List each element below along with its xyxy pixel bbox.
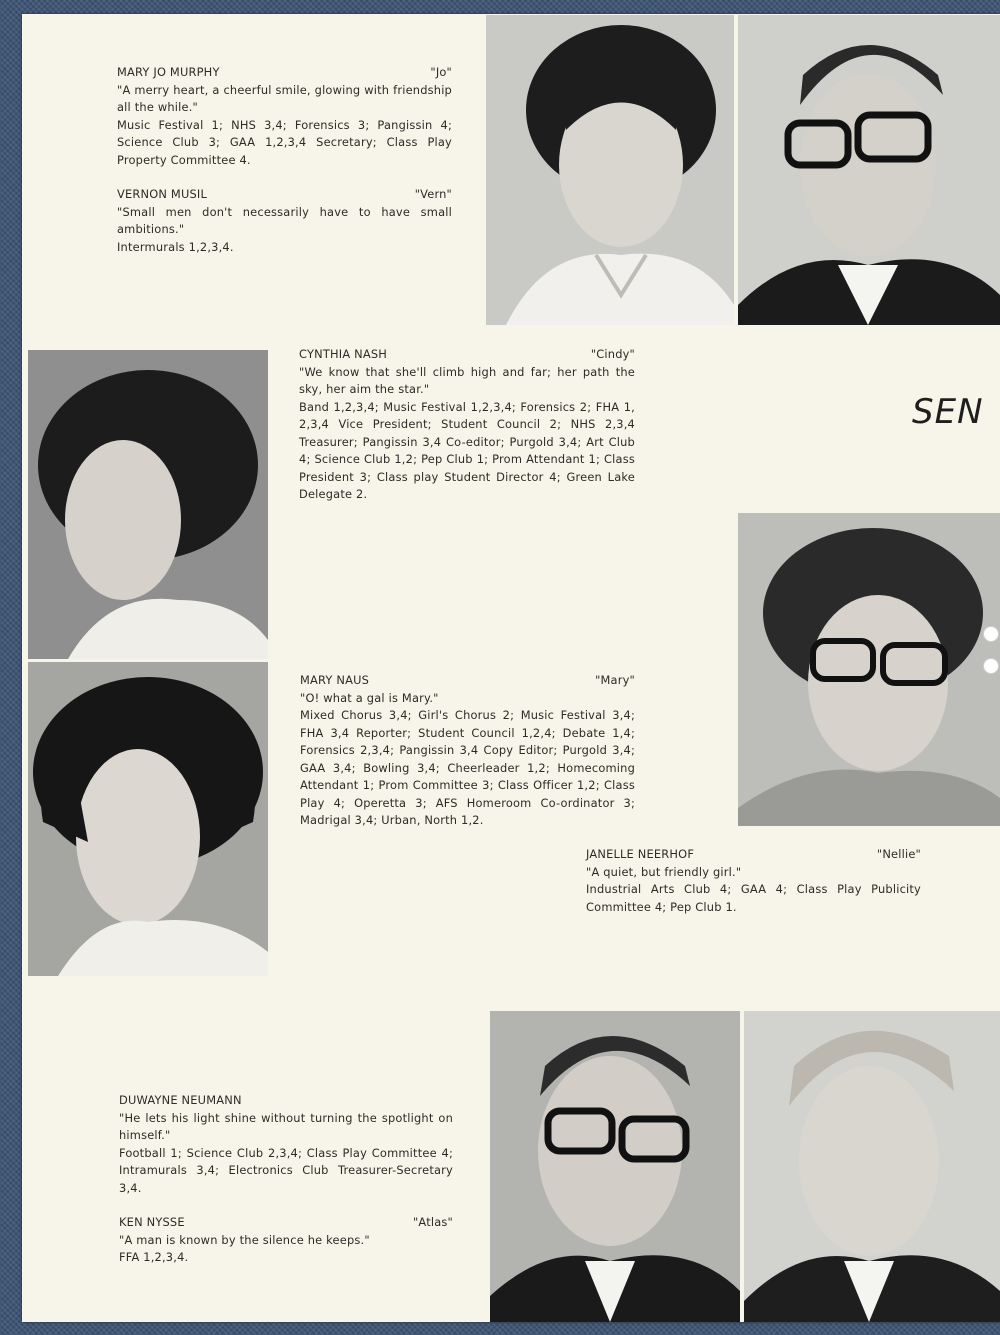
bio-block-naus	[300, 672, 635, 830]
bio-block-neerhof	[586, 846, 921, 916]
bio-block-murphy-musil	[117, 64, 452, 256]
portrait-vernon-musil	[738, 15, 1000, 325]
student-quote: "A man is known by the silence he keeps."	[119, 1232, 370, 1247]
student-name: MARY NAUS	[300, 673, 370, 687]
portrait-ken-nysse	[744, 1011, 1000, 1322]
student-name: CYNTHIA NASH	[299, 347, 388, 361]
student-quote: "O! what a gal is Mary."	[300, 690, 439, 705]
student-name: KEN NYSSE	[119, 1215, 185, 1229]
portrait-mary-naus	[28, 662, 268, 976]
binding-hole	[983, 658, 999, 674]
student-nickname: "Jo"	[430, 65, 452, 79]
student-name: VERNON MUSIL	[117, 187, 208, 201]
student-activities: Music Festival 1; NHS 3,4; Forensics 3; Pangissin 4; Science Club 3; GAA 1,2,3,4 Secretary; Class Play Property Committee 4.	[117, 117, 452, 167]
portrait-duwayne-neumann	[490, 1011, 740, 1322]
portrait-mary-jo-murphy	[486, 15, 734, 325]
student-quote: "A quiet, but friendly girl."	[586, 864, 742, 879]
student-quote: "Small men don't necessarily have to have small ambitions."	[117, 204, 452, 236]
student-name: DUWAYNE NEUMANN	[119, 1093, 242, 1107]
student-nickname: "Nellie"	[876, 847, 921, 861]
student-quote: "He lets his light shine without turning the spotlight on himself."	[119, 1110, 453, 1142]
student-name: JANELLE NEERHOF	[586, 847, 695, 861]
student-activities: FFA 1,2,3,4.	[119, 1250, 189, 1264]
student-activities: Industrial Arts Club 4; GAA 4; Class Play Publicity Committee 4; Pep Club 1.	[586, 882, 921, 914]
student-activities: Band 1,2,3,4; Music Festival 1,2,3,4; Forensics 2; FHA 1, 2,3,4 Vice President; Student Council 2; NHS 2,3,4 Treasurer; Pangissin 3,4 Co-editor; Purgold 3,4; Art Club 4; Science Club 1,2; Pep Club 1; Prom Attendant 1; Class President 3; Class play Student Director 4; Green Lake Delegate 2.	[299, 399, 635, 501]
student-activities: Football 1; Science Club 2,3,4; Class Play Committee 4; Intramurals 3,4; Electronics Club Treasurer-Secretary 3,4.	[119, 1145, 453, 1195]
binding-hole	[983, 626, 999, 642]
student-activities: Mixed Chorus 3,4; Girl's Chorus 2; Music Festival 3,4; FHA 3,4 Reporter; Student Council 1,2,4; Debate 1,4; Forensics 2,3,4; Pangissin 3,4 Copy Editor; Purgold 3,4; GAA 3,4; Bowling 3,4; Cheerleader 1,2; Homecoming Attendant 1; Prom Committee 3; Class Officer 1,2; Class Play 4; Operetta 3; AFS Homeroom Co-ordinator 3; Madrigal 3,4; Urban, North 1,2.	[300, 708, 635, 827]
student-nickname: "Mary"	[595, 673, 635, 687]
section-heading: SEN	[912, 392, 984, 432]
bio-block-nash	[299, 346, 635, 504]
portrait-cynthia-nash	[28, 350, 268, 659]
student-name: MARY JO MURPHY	[117, 65, 220, 79]
student-activities: Intermurals 1,2,3,4.	[117, 239, 234, 254]
bio-block-neumann-nysse	[119, 1092, 453, 1267]
portrait-janelle-neerhof	[738, 513, 1000, 826]
student-quote: "We know that she'll climb high and far; her path the sky, her aim the star."	[299, 364, 635, 396]
student-nickname: "Atlas"	[412, 1215, 453, 1229]
student-nickname: "Vern"	[414, 187, 452, 201]
student-quote: "A merry heart, a cheerful smile, glowing with friendship all the while."	[117, 82, 452, 114]
student-nickname: "Cindy"	[590, 347, 635, 361]
